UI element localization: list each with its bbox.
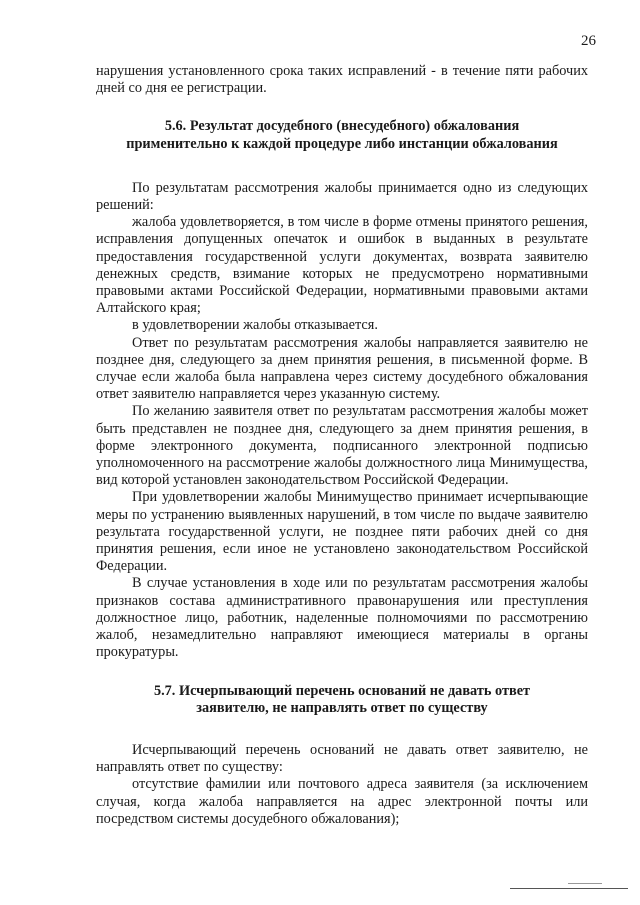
scan-mark-line: [510, 888, 628, 889]
section-5-6-paragraph: В случае установления в ходе или по результатам рассмотрения жалобы признаков состава административного правонарушения или преступления должностное лицо, работник, наделенные полномочиями по рассмотрению жалоб, незамедлительно направляют имеющиеся материалы в органы прокуратуры.: [96, 575, 588, 661]
section-5-6-body: [96, 180, 588, 662]
section-5-6-heading-line-1: 5.6. Результат досудебного (внесудебного) обжалования: [164, 118, 520, 135]
section-5-6-heading-line-2: применительно к каждой процедуре либо инстанции обжалования: [126, 135, 558, 152]
section-5-6-heading: [96, 118, 588, 152]
section-5-7-paragraph: отсутствие фамилии или почтового адреса заявителя (за исключением случая, когда жалоба направляется на адрес электронной почты или посредством системы досудебного обжалования);: [96, 776, 588, 827]
section-5-7-heading-line-1: 5.7. Исчерпывающий перечень оснований не давать ответ: [153, 682, 531, 699]
section-5-7-body: [96, 742, 588, 828]
document-body: [96, 63, 588, 828]
section-5-6-paragraph: По желанию заявителя ответ по результатам рассмотрения жалобы может быть представлен не позднее дня, следующего за днем принятия решения, в форме электронного документа, подписанного электронной подписью уполномоченного на рассмотрение жалобы должностного лица Минимущества, вид которой установлен законодательством Российской Федерации.: [96, 403, 588, 489]
scan-mark-line: [568, 883, 602, 884]
section-5-6-paragraph: жалоба удовлетворяется, в том числе в форме отмены принятого решения, исправления допущенных опечаток и ошибок в выданных в результате предоставления государственной услуги документах, возврата заявителю денежных средств, взимание которых не предусмотрено нормативными правовыми актами Российской Федерации, нормативными правовыми актами Алтайского края;: [96, 214, 588, 317]
section-5-7-heading-line-2: заявителю, не направлять ответ по существу: [196, 699, 488, 716]
intro-paragraph: нарушения установленного срока таких исправлений - в течение пяти рабочих дней со дня ее регистрации.: [96, 63, 588, 97]
section-5-7-heading: [96, 683, 588, 717]
section-5-7-paragraph: Исчерпывающий перечень оснований не давать ответ заявителю, не направлять ответ по существу:: [96, 741, 588, 776]
section-5-6-paragraph: При удовлетворении жалобы Минимущество принимает исчерпывающие меры по устранению выявленных нарушений, в том числе по выдаче заявителю результата государственной услуги, не позднее пяти рабочих дней со дня принятия решения, если иное не установлено законодательством Российской Федерации.: [96, 489, 588, 575]
page-number: 26: [581, 33, 596, 49]
section-5-6-paragraph: в удовлетворении жалобы отказывается.: [132, 317, 378, 334]
section-5-6-paragraph: По результатам рассмотрения жалобы принимается одно из следующих решений:: [96, 179, 588, 214]
section-5-6-paragraph: Ответ по результатам рассмотрения жалобы направляется заявителю не позднее дня, следующего за днем принятия решения, в письменной форме. В случае если жалоба была направлена через систему досудебного обжалования ответ заявителю направляется через указанную систему.: [96, 334, 588, 403]
